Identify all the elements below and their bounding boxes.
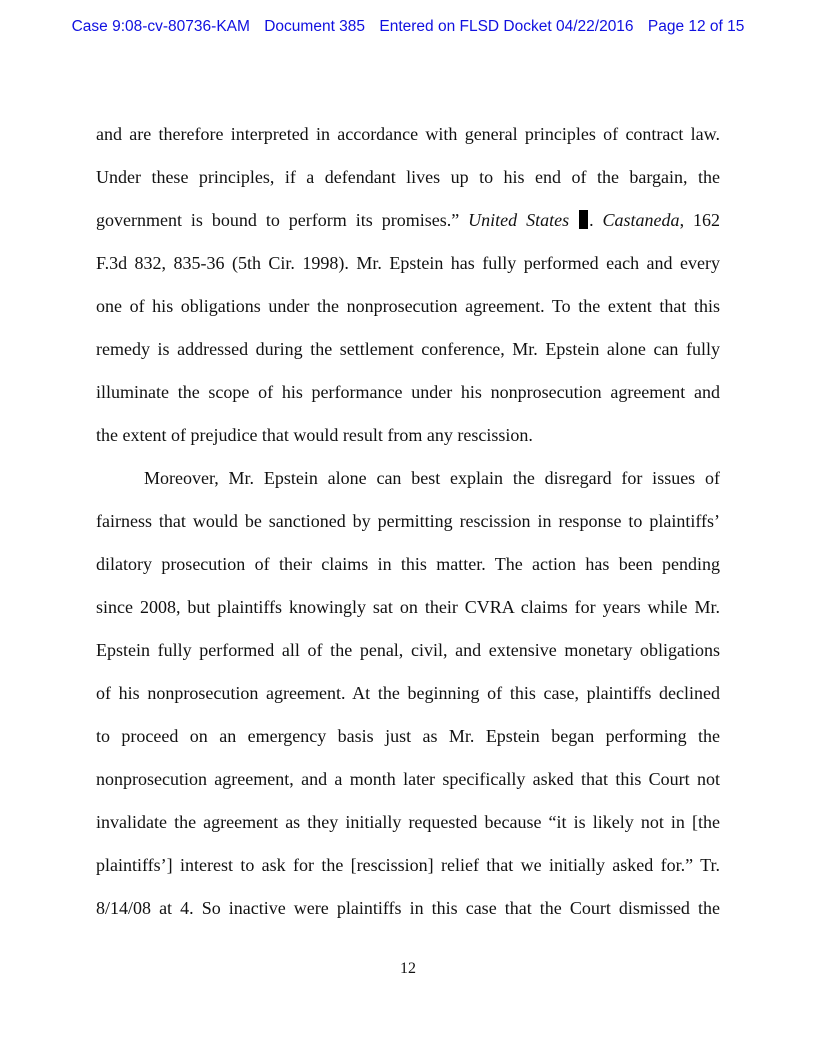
text-line: to proceed on an emergency basis just as Mr. Epstein began performing the xyxy=(96,726,720,746)
document-body xyxy=(96,113,720,930)
text-line: illuminate the scope of his performance under his nonprosecution agreement and xyxy=(96,382,720,402)
text-line: 8/14/08 at 4. So inactive were plaintiffs in this case that the Court dismissed the xyxy=(96,898,720,918)
page-number: 12 xyxy=(400,960,416,977)
citation-line: government is bound to perform its promises.” United States . Castaneda, 162 xyxy=(96,210,721,230)
text-line: nonprosecution agreement, and a month later specifically asked that this Court not xyxy=(96,769,720,789)
text-line: the extent of prejudice that would result from any rescission. xyxy=(96,425,533,445)
text-line: F.3d 832, 835-36 (5th Cir. 1998). Mr. Epstein has fully performed each and every xyxy=(96,253,720,273)
text-line: since 2008, but plaintiffs knowingly sat on their CVRA claims for years while Mr. xyxy=(96,597,720,617)
text-line: Epstein fully performed all of the penal, civil, and extensive monetary obligations xyxy=(96,640,720,660)
text-line: dilatory prosecution of their claims in this matter. The action has been pending xyxy=(96,554,720,574)
text-line: Under these principles, if a defendant lives up to his end of the bargain, the xyxy=(96,167,720,187)
text-line: invalidate the agreement as they initially requested because “it is likely not in [the xyxy=(96,812,720,832)
text-line: one of his obligations under the nonprosecution agreement. To the extent that this xyxy=(96,296,720,316)
text-line: and are therefore interpreted in accordance with general principles of contract law. xyxy=(96,124,720,144)
text-line: fairness that would be sanctioned by permitting rescission in response to plaintiffs’ xyxy=(96,511,720,531)
docket-header xyxy=(0,18,816,36)
page-count: Page 12 of 15 xyxy=(647,18,745,35)
case-number: Case 9:08-cv-80736-KAM xyxy=(71,18,250,35)
case-name-italic: Castaneda xyxy=(602,210,680,230)
case-name-italic: United States xyxy=(468,210,570,230)
text-line: remedy is addressed during the settlement conference, Mr. Epstein alone can fully xyxy=(96,339,720,359)
text-line: of his nonprosecution agreement. At the beginning of this case, plaintiffs declined xyxy=(96,683,720,703)
text-line: Moreover, Mr. Epstein alone can best explain the disregard for issues of xyxy=(144,468,720,488)
document-number: Document 385 xyxy=(264,18,366,35)
text-line: plaintiffs’] interest to ask for the [rescission] relief that we initially asked for.” Tr. xyxy=(96,855,720,875)
redaction-block xyxy=(579,210,588,229)
entered-date: Entered on FLSD Docket 04/22/2016 xyxy=(379,18,634,35)
